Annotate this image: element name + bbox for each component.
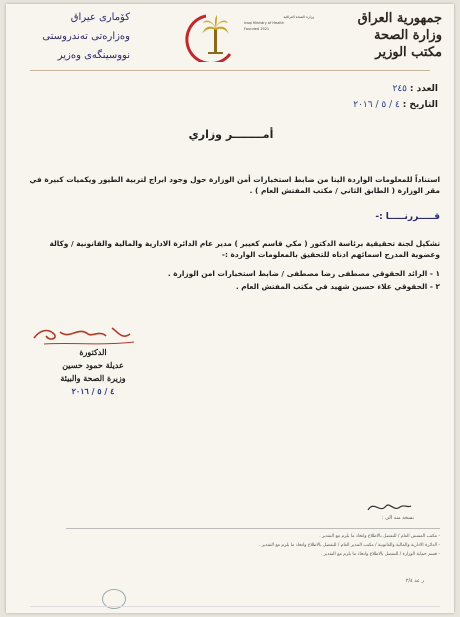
kurdish-header-line: نووسینگەی وەزیر <box>57 50 130 61</box>
date-value: ٤ / ٥ / ٢٠١٦ <box>353 100 400 110</box>
signature-title: الدكتورة <box>79 347 107 357</box>
arabic-header-line: مكتب الوزير <box>375 45 442 60</box>
document-date <box>353 100 438 110</box>
signature-date: ٤ / ٥ / ٢٠١٦ <box>71 386 115 396</box>
distribution-divider <box>66 528 440 529</box>
intro-paragraph: استناداً للمعلومات الواردة الينا من ضابط استخبارات أمن الوزارة حول وجود ابراج لتربية الطيور ويكميات كبيرة في مقر الوزارة ( الطابق الثاني / مكتب المفتش العام ) . <box>29 175 440 195</box>
signature-block <box>28 346 158 398</box>
document-title: أمــــــــر وزاري <box>188 128 274 141</box>
number-value: ٢٤٥ <box>392 84 408 94</box>
secretary-handwritten-signature <box>364 498 414 516</box>
signature-position: وزيرة الصحة والبيئة <box>60 373 126 383</box>
footer-reference: ر عد ٢/٤ <box>405 578 424 584</box>
cc-item: - الدائرة الادارية والمالية والقانونية / مكتب المدير العام / للتفضل بالاطلاع واتخاذ ما يلزم مع التقدير . <box>259 543 440 548</box>
logo-caption-line: Founded 1921 <box>244 27 270 31</box>
kurdish-header-line: كۆماری عیراق <box>70 12 130 23</box>
date-label: التاريخ : <box>402 100 438 110</box>
document-page <box>6 4 454 613</box>
kurdish-header <box>10 8 130 65</box>
signature-name: عديلة حمود حسين <box>62 360 124 370</box>
logo-caption-line: Iraqi Ministry of Health <box>244 21 284 25</box>
number-label: العدد : <box>409 84 438 94</box>
kurdish-header-line: وەزارەتی تەندروستی <box>42 31 130 42</box>
decision-header: قـــــررنـــــا :- <box>375 212 440 222</box>
member-item: ١ - الرائد الحقوقي مصطفى رضا مصطفى / ضابط استخبارات امن الوزارة . <box>167 269 440 278</box>
arabic-header-line: وزارة الصحة <box>374 28 442 43</box>
ministry-palm-logo-icon <box>176 10 242 62</box>
cc-list <box>80 532 440 559</box>
document-number <box>393 84 439 94</box>
cc-item: - قسم حماية الوزارة / للتفضل بالاطلاع واتخاذ ما يلزم مع التقدير . <box>320 552 440 557</box>
copy-to-note: نسخة منه الى : <box>381 515 414 521</box>
cc-item: - مكتب المفتش العام / للتفضل بالاطلاع واتخاذ ما يلزم مع التقدير . <box>319 534 440 539</box>
logo-caption-line: وزارة الصحة العراقية <box>283 15 314 19</box>
decision-paragraph: تشكيل لجنة تحقيقية برئاسة الدكتور ( مكي قاسم كعيبر ) مدير عام الدائرة الادارية والمالية والقانونية / وكالة وعضوية المدرج اسمائهم ادناه للتحقيق بالمعلومات الواردة :- <box>49 239 440 259</box>
arabic-header <box>292 10 442 61</box>
footer-divider <box>30 606 440 607</box>
member-item: ٢ - الحقوقي علاء حسين شهيد في مكتب المفتش العام . <box>235 282 440 291</box>
header-divider <box>30 70 430 71</box>
arabic-header-line: جمهورية العراق <box>357 11 442 26</box>
